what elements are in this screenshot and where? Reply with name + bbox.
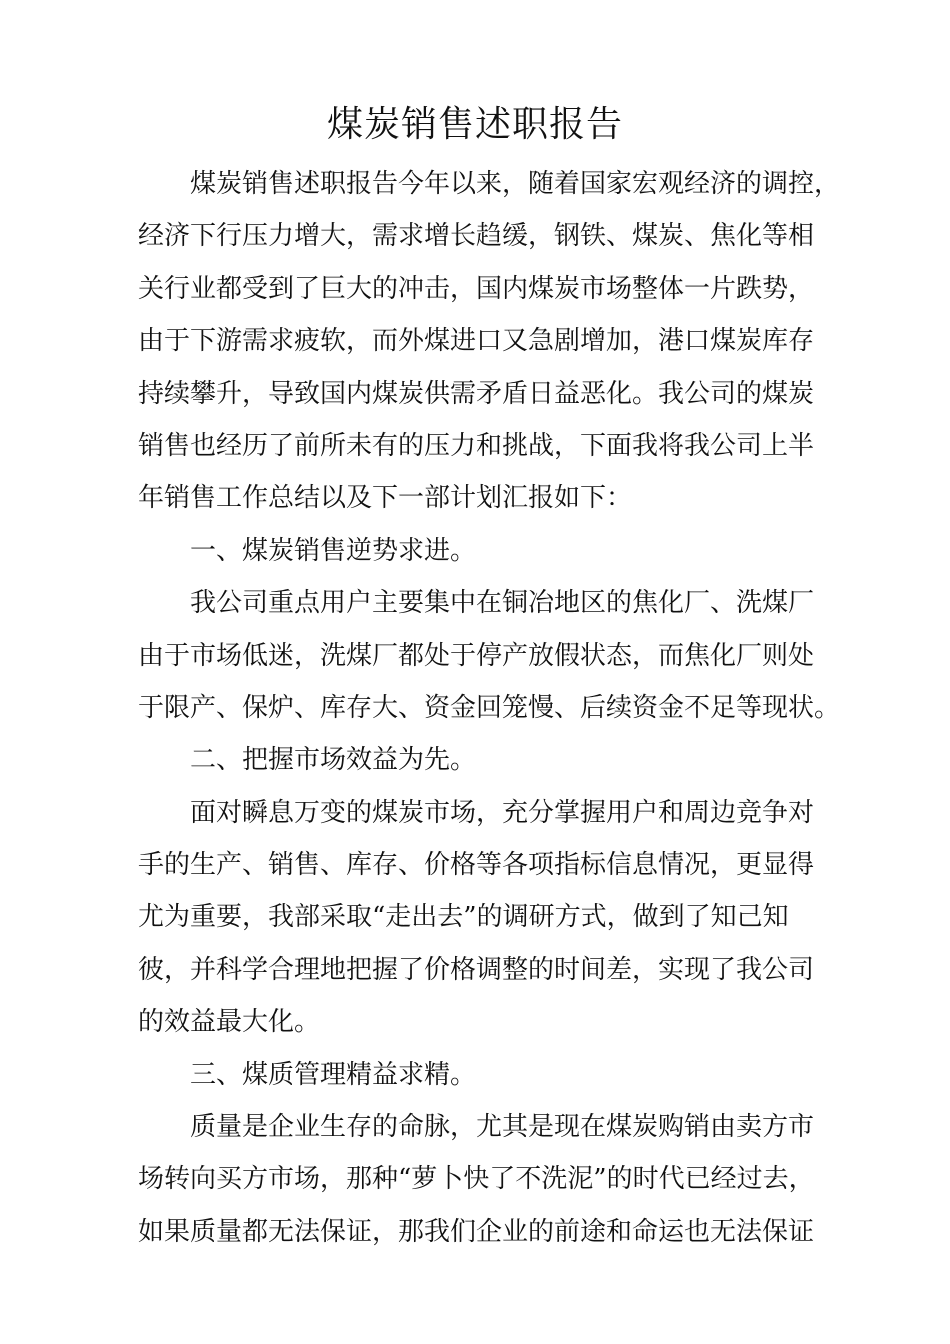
text-line: 由于市场低迷，洗煤厂都处于停产放假状态，而焦化厂则处 [138, 640, 815, 671]
text-line: 煤炭销售述职报告今年以来，随着国家宏观经济的调控， [190, 169, 841, 199]
text-line: 一、煤炭销售逆势求进。 [190, 535, 477, 566]
text-line: 如果质量都无法保证，那我们企业的前途和命运也无法保证 [138, 1216, 815, 1247]
text-line: 质量是企业生存的命脉，尤其是现在煤炭购销由卖方市 [190, 1112, 815, 1143]
text-line: 二、把握市场效益为先。 [190, 745, 477, 776]
document-body [138, 158, 841, 1258]
text-line: 于限产、保炉、库存大、资金回笼慢、后续资金不足等现状。 [138, 692, 841, 723]
text-line: 尤为重要，我部采取“走出去”的调研方式，做到了知己知 [138, 902, 789, 933]
document-title: 煤炭销售述职报告 [326, 104, 623, 145]
text-line: 我公司重点用户主要集中在铜冶地区的焦化厂、洗煤厂 [190, 588, 815, 619]
text-line: 的效益最大化。 [138, 1007, 321, 1038]
text-line: 场转向买方市场，那种“萝卜快了不洗泥”的时代已经过去， [138, 1164, 815, 1195]
text-line: 销售也经历了前所未有的压力和挑战，下面我将我公司上半 [138, 430, 815, 461]
text-line: 关行业都受到了巨大的冲击，国内煤炭市场整体一片跌势， [138, 273, 815, 304]
text-line: 面对瞬息万变的煤炭市场，充分掌握用户和周边竞争对 [190, 797, 815, 828]
text-line: 经济下行压力增大，需求增长趋缓，钢铁、煤炭、焦化等相 [138, 221, 815, 252]
text-line: 持续攀升，导致国内煤炭供需矛盾日益恶化。我公司的煤炭 [138, 378, 815, 409]
text-line: 三、煤质管理精益求精。 [190, 1059, 477, 1090]
text-line: 由于下游需求疲软，而外煤进口又急剧增加，港口煤炭库存 [138, 326, 815, 357]
text-line: 手的生产、销售、库存、价格等各项指标信息情况，更显得 [138, 850, 815, 881]
text-line: 彼，并科学合理地把握了价格调整的时间差，实现了我公司 [138, 954, 815, 985]
text-line: 年销售工作总结以及下一部计划汇报如下： [138, 483, 633, 514]
